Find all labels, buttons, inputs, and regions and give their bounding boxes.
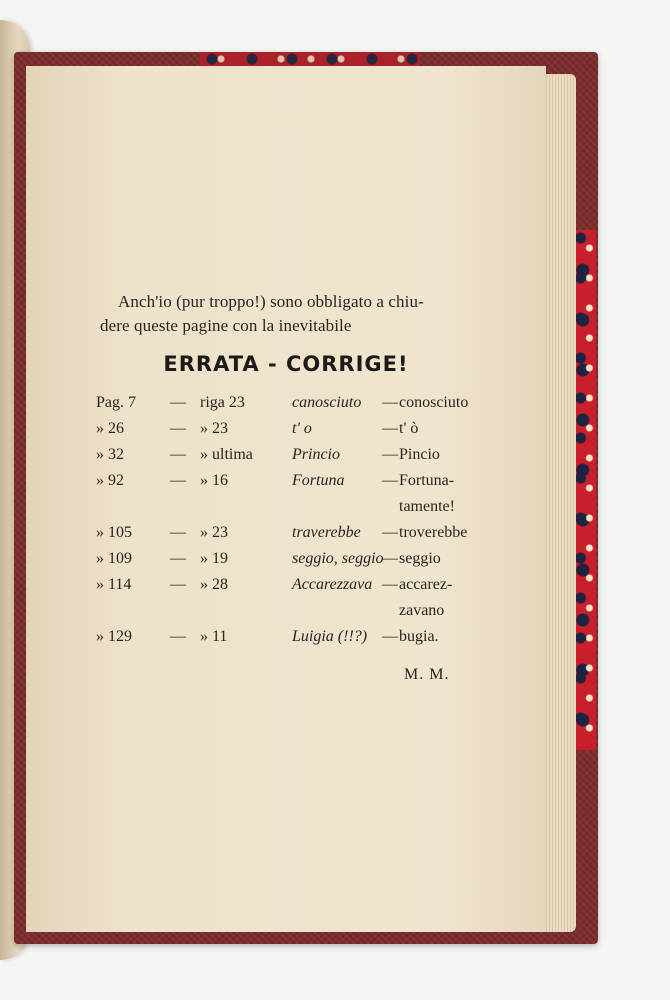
- correct-word: accarez-: [399, 576, 453, 593]
- line-ref: riga 23: [200, 394, 245, 411]
- errata-row: [96, 394, 516, 420]
- line-ref: » 23: [200, 420, 228, 437]
- page-ref: » 114: [96, 576, 132, 593]
- errata-table: [96, 394, 516, 654]
- errata-row: [96, 420, 516, 446]
- wrong-word: Fortuna: [292, 472, 345, 489]
- wrong-word: seggio, seggio: [292, 550, 384, 567]
- dash: —: [382, 628, 398, 645]
- dash: —: [170, 550, 186, 567]
- dash: —: [382, 472, 398, 489]
- line-ref: » 28: [200, 576, 228, 593]
- page-ref: Pag. 7: [96, 394, 136, 411]
- correct-word: Pincio: [399, 446, 440, 463]
- line-ref: » ultima: [200, 446, 253, 463]
- correct-word: zavano: [399, 602, 445, 619]
- errata-row: [96, 524, 516, 550]
- wrong-word: Princio: [292, 446, 340, 463]
- signature: M. M.: [404, 666, 450, 683]
- wrong-word: Luigia (!!?): [292, 628, 368, 645]
- dash: —: [382, 446, 398, 463]
- page-ref: » 32: [96, 446, 124, 463]
- correct-word: tamente!: [399, 498, 455, 515]
- page-ref: » 105: [96, 524, 132, 541]
- intro-line-2: dere queste pagine con la inevitabile: [100, 316, 352, 335]
- dash: —: [382, 576, 398, 593]
- wrong-word: traverebbe: [292, 524, 361, 541]
- dash: —: [170, 446, 186, 463]
- marbled-board-side: [574, 230, 596, 750]
- correct-word: bugia.: [399, 628, 439, 645]
- correct-word: seggio: [399, 550, 441, 567]
- marbled-board-top: [200, 52, 420, 66]
- intro-line-1: Anch'io (pur troppo!) sono obbligato a chiu-: [118, 292, 424, 311]
- intro-text: [100, 290, 498, 338]
- wrong-word: Accarezzava: [292, 576, 373, 593]
- wrong-word: canosciuto: [292, 394, 362, 411]
- errata-heading: ERRATA - CORRIGE!: [163, 352, 409, 376]
- dash: —: [170, 420, 186, 437]
- dash: —: [170, 472, 186, 489]
- wrong-word: t' o: [292, 420, 312, 437]
- dash: —: [382, 550, 398, 567]
- line-ref: » 23: [200, 524, 228, 541]
- correct-word: troverebbe: [399, 524, 468, 541]
- line-ref: » 11: [200, 628, 228, 645]
- dash: —: [170, 576, 186, 593]
- page-ref: » 129: [96, 628, 132, 645]
- dash: —: [382, 420, 398, 437]
- page-ref: » 92: [96, 472, 124, 489]
- page-ref: » 26: [96, 420, 124, 437]
- correct-word: t' ò: [399, 420, 419, 437]
- dash: —: [382, 394, 398, 411]
- errata-row: [96, 446, 516, 472]
- errata-row: [96, 628, 516, 654]
- dash: —: [170, 628, 186, 645]
- errata-row: [96, 472, 516, 498]
- errata-row: [96, 550, 516, 576]
- line-ref: » 19: [200, 550, 228, 567]
- page-ref: » 109: [96, 550, 132, 567]
- line-ref: » 16: [200, 472, 228, 489]
- errata-row: [96, 602, 516, 628]
- dash: —: [170, 524, 186, 541]
- book-page: [26, 66, 546, 932]
- correct-word: conosciuto: [399, 394, 469, 411]
- errata-row: [96, 498, 516, 524]
- dash: —: [170, 394, 186, 411]
- errata-row: [96, 576, 516, 602]
- dash: —: [382, 524, 398, 541]
- correct-word: Fortuna-: [399, 472, 455, 489]
